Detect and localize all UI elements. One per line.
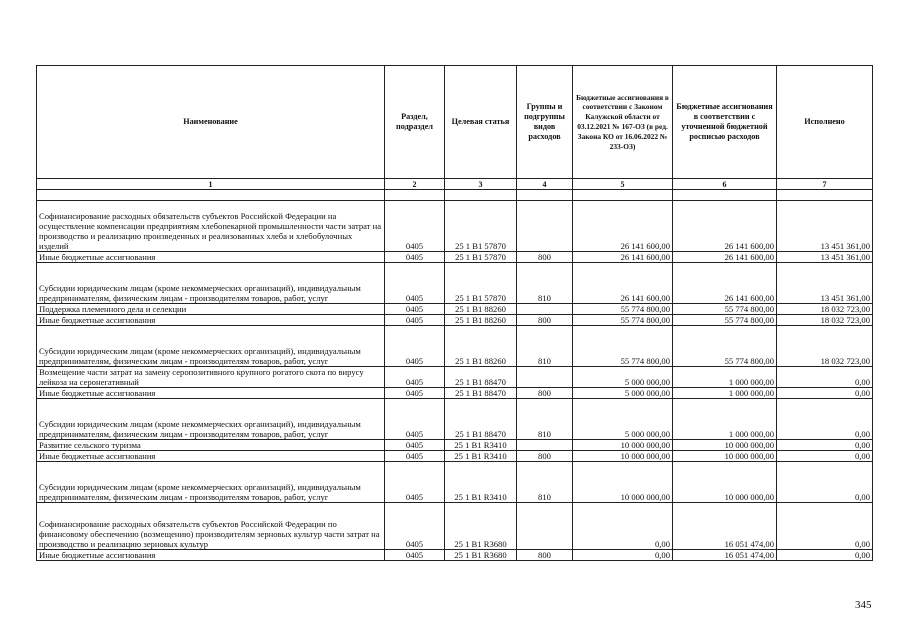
header-section: Раздел, подраздел <box>385 66 445 179</box>
table-row <box>37 550 873 561</box>
row-section: 0405 <box>385 315 445 326</box>
row-group <box>517 304 573 315</box>
row-name: Субсидии юридическим лицам (кроме некоммерческих организаций), индивидуальным предпринимателям, физическим лицам - производителям товаров, работ, услуг <box>37 399 385 440</box>
row-law-amount: 55 774 800,00 <box>573 304 673 315</box>
row-executed-amount: 18 032 723,00 <box>777 304 873 315</box>
row-law-amount: 5 000 000,00 <box>573 388 673 399</box>
row-name: Субсидии юридическим лицам (кроме некоммерческих организаций), индивидуальным предпринимателям, физическим лицам - производителям товаров, работ, услуг <box>37 263 385 304</box>
row-group: 810 <box>517 462 573 503</box>
row-name: Возмещение части затрат на замену серопозитивного крупного рогатого скота по вирусу лейкоза на серонегативный <box>37 367 385 388</box>
row-refined-amount: 55 774 800,00 <box>673 326 777 367</box>
table-row <box>37 304 873 315</box>
row-group: 800 <box>517 252 573 263</box>
row-group <box>517 503 573 550</box>
row-name: Софинансирование расходных обязательств субъектов Российской Федерации по финансовому обеспечению (возмещению) производителям зерновых культур части затрат на производство и реализацию зерновых культур <box>37 503 385 550</box>
row-group: 810 <box>517 326 573 367</box>
row-section: 0405 <box>385 503 445 550</box>
row-executed-amount: 0,00 <box>777 440 873 451</box>
row-law-amount: 26 141 600,00 <box>573 252 673 263</box>
row-section: 0405 <box>385 462 445 503</box>
table-row <box>37 252 873 263</box>
row-target: 25 1 B1 88470 <box>445 367 517 388</box>
row-executed-amount: 0,00 <box>777 462 873 503</box>
header-refined: Бюджетные ассигнования в соответствии с уточненной бюджетной росписью расходов <box>673 66 777 179</box>
row-group: 800 <box>517 315 573 326</box>
row-section: 0405 <box>385 388 445 399</box>
row-group <box>517 201 573 252</box>
column-number: 2 <box>385 179 445 190</box>
row-refined-amount: 1 000 000,00 <box>673 399 777 440</box>
row-group: 810 <box>517 263 573 304</box>
row-executed-amount: 13 451 361,00 <box>777 263 873 304</box>
row-name: Поддержка племенного дела и селекции <box>37 304 385 315</box>
row-refined-amount: 26 141 600,00 <box>673 201 777 252</box>
row-law-amount: 5 000 000,00 <box>573 399 673 440</box>
row-refined-amount: 16 051 474,00 <box>673 503 777 550</box>
row-section: 0405 <box>385 252 445 263</box>
row-group: 800 <box>517 451 573 462</box>
column-number: 1 <box>37 179 385 190</box>
row-refined-amount: 10 000 000,00 <box>673 451 777 462</box>
row-law-amount: 0,00 <box>573 550 673 561</box>
column-number: 7 <box>777 179 873 190</box>
row-executed-amount: 18 032 723,00 <box>777 315 873 326</box>
row-refined-amount: 1 000 000,00 <box>673 388 777 399</box>
row-refined-amount: 10 000 000,00 <box>673 462 777 503</box>
row-name: Развитие сельского туризма <box>37 440 385 451</box>
row-law-amount: 5 000 000,00 <box>573 367 673 388</box>
row-name: Иные бюджетные ассигнования <box>37 315 385 326</box>
row-refined-amount: 10 000 000,00 <box>673 440 777 451</box>
table-row <box>37 388 873 399</box>
row-name: Иные бюджетные ассигнования <box>37 252 385 263</box>
header-law: Бюджетные ассигнования в соответствии с Законом Калужской области от 03.12.2021 № 167-ОЗ (в ред. Закона КО от 16.06.2022 № 233-ОЗ) <box>573 66 673 179</box>
row-group: 810 <box>517 399 573 440</box>
table-row <box>37 503 873 550</box>
row-refined-amount: 16 051 474,00 <box>673 550 777 561</box>
row-executed-amount: 13 451 361,00 <box>777 252 873 263</box>
row-target: 25 1 B1 57870 <box>445 201 517 252</box>
row-law-amount: 26 141 600,00 <box>573 201 673 252</box>
row-law-amount: 10 000 000,00 <box>573 440 673 451</box>
table-row <box>37 263 873 304</box>
row-name: Иные бюджетные ассигнования <box>37 388 385 399</box>
row-section: 0405 <box>385 263 445 304</box>
row-target: 25 1 B1 R3410 <box>445 440 517 451</box>
row-section: 0405 <box>385 550 445 561</box>
header-target: Целевая статья <box>445 66 517 179</box>
page-number: 345 <box>855 599 872 611</box>
row-name: Субсидии юридическим лицам (кроме некоммерческих организаций), индивидуальным предпринимателям, физическим лицам - производителям товаров, работ, услуг <box>37 326 385 367</box>
row-executed-amount: 0,00 <box>777 550 873 561</box>
row-target: 25 1 B1 57870 <box>445 252 517 263</box>
row-group: 800 <box>517 388 573 399</box>
row-law-amount: 55 774 800,00 <box>573 326 673 367</box>
row-name: Субсидии юридическим лицам (кроме некоммерческих организаций), индивидуальным предпринимателям, физическим лицам - производителям товаров, работ, услуг <box>37 462 385 503</box>
column-number: 5 <box>573 179 673 190</box>
budget-table <box>36 65 873 561</box>
row-law-amount: 55 774 800,00 <box>573 315 673 326</box>
row-target: 25 1 B1 R3410 <box>445 451 517 462</box>
row-name: Софинансирование расходных обязательств субъектов Российской Федерации на осуществление компенсации предприятиям хлебопекарной промышленности части затрат на производство и реализацию произведенных и реализованных хлеба и хлебобулочных изделий <box>37 201 385 252</box>
row-refined-amount: 26 141 600,00 <box>673 263 777 304</box>
row-law-amount: 0,00 <box>573 503 673 550</box>
row-refined-amount: 55 774 800,00 <box>673 304 777 315</box>
row-executed-amount: 0,00 <box>777 367 873 388</box>
row-executed-amount: 18 032 723,00 <box>777 326 873 367</box>
row-section: 0405 <box>385 399 445 440</box>
header-name: Наименование <box>37 66 385 179</box>
row-refined-amount: 26 141 600,00 <box>673 252 777 263</box>
row-section: 0405 <box>385 326 445 367</box>
header-executed: Исполнено <box>777 66 873 179</box>
row-section: 0405 <box>385 304 445 315</box>
row-group <box>517 367 573 388</box>
spacer-row <box>37 190 873 201</box>
row-executed-amount: 0,00 <box>777 503 873 550</box>
row-target: 25 1 B1 R3680 <box>445 503 517 550</box>
row-target: 25 1 B1 R3680 <box>445 550 517 561</box>
row-target: 25 1 B1 88260 <box>445 315 517 326</box>
row-target: 25 1 B1 88470 <box>445 399 517 440</box>
row-section: 0405 <box>385 201 445 252</box>
table-row <box>37 315 873 326</box>
header-row <box>37 66 873 179</box>
row-name: Иные бюджетные ассигнования <box>37 451 385 462</box>
row-law-amount: 26 141 600,00 <box>573 263 673 304</box>
table-row <box>37 326 873 367</box>
row-group: 800 <box>517 550 573 561</box>
row-executed-amount: 0,00 <box>777 388 873 399</box>
column-number-row <box>37 179 873 190</box>
row-refined-amount: 1 000 000,00 <box>673 367 777 388</box>
row-law-amount: 10 000 000,00 <box>573 462 673 503</box>
column-number: 4 <box>517 179 573 190</box>
table-row <box>37 367 873 388</box>
row-target: 25 1 B1 88260 <box>445 304 517 315</box>
table-row <box>37 201 873 252</box>
header-groups: Группы и подгруппы видов расходов <box>517 66 573 179</box>
row-target: 25 1 B1 88470 <box>445 388 517 399</box>
row-section: 0405 <box>385 367 445 388</box>
row-section: 0405 <box>385 440 445 451</box>
row-target: 25 1 B1 88260 <box>445 326 517 367</box>
row-refined-amount: 55 774 800,00 <box>673 315 777 326</box>
row-target: 25 1 B1 R3410 <box>445 462 517 503</box>
row-target: 25 1 B1 57870 <box>445 263 517 304</box>
column-number: 6 <box>673 179 777 190</box>
table-row <box>37 462 873 503</box>
row-executed-amount: 0,00 <box>777 451 873 462</box>
column-number: 3 <box>445 179 517 190</box>
row-group <box>517 440 573 451</box>
table-row <box>37 440 873 451</box>
row-section: 0405 <box>385 451 445 462</box>
row-executed-amount: 0,00 <box>777 399 873 440</box>
row-executed-amount: 13 451 361,00 <box>777 201 873 252</box>
table-row <box>37 399 873 440</box>
row-law-amount: 10 000 000,00 <box>573 451 673 462</box>
table-row <box>37 451 873 462</box>
row-name: Иные бюджетные ассигнования <box>37 550 385 561</box>
